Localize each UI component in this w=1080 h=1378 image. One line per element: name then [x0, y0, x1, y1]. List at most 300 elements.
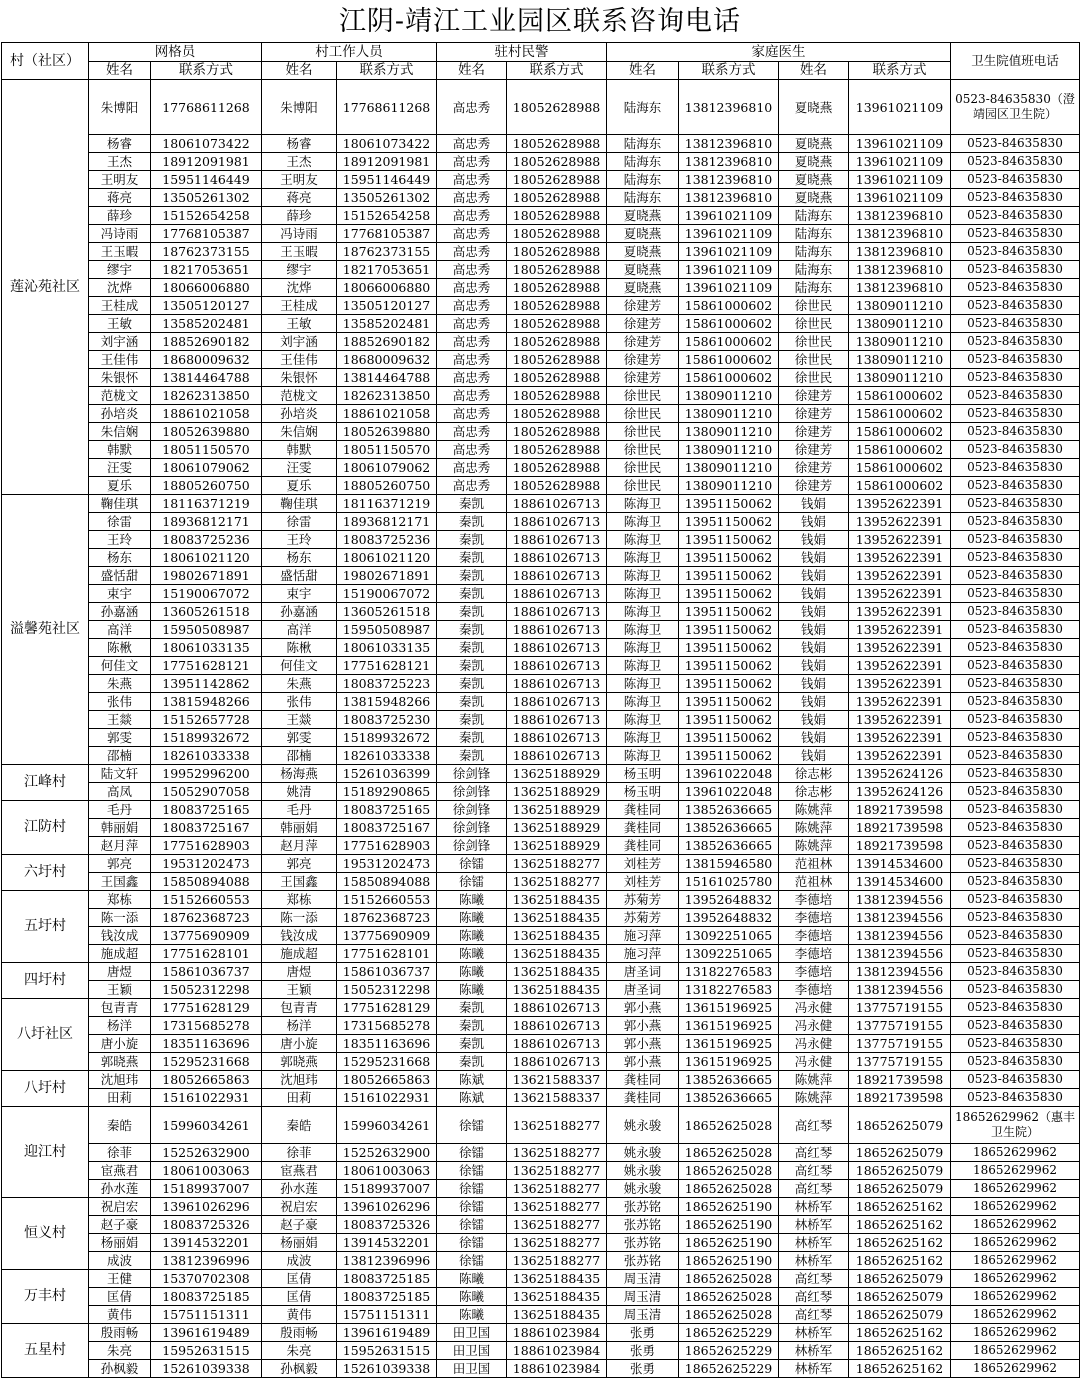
doctor2-phone-cell: 13775719155	[849, 1053, 951, 1071]
grid-phone-cell: 17768611268	[151, 80, 262, 135]
police-phone-cell: 18052628988	[507, 80, 607, 135]
doctor1-name-cell: 陈海卫	[607, 585, 679, 603]
worker-name-cell: 韩丽娟	[262, 819, 337, 837]
police-phone-cell: 18052628988	[507, 459, 607, 477]
table-row	[2, 1360, 1080, 1378]
grid-phone-cell: 18052639880	[151, 423, 262, 441]
police-name-cell: 高忠秀	[437, 207, 507, 225]
worker-phone-cell: 13605261518	[337, 603, 437, 621]
worker-name-cell: 夏乐	[262, 477, 337, 495]
hospital-phone-cell: 0523-84635830	[951, 261, 1080, 279]
table-row	[2, 225, 1080, 243]
grid-phone-cell: 19952996200	[151, 765, 262, 783]
table-row	[2, 513, 1080, 531]
worker-phone-cell: 15190067072	[337, 585, 437, 603]
police-name-cell: 陈曦	[437, 891, 507, 909]
doctor1-phone-cell: 13951150062	[679, 513, 779, 531]
worker-phone-cell: 18083725223	[337, 675, 437, 693]
doctor2-name-cell: 范祖林	[779, 855, 849, 873]
doctor1-phone-cell: 15861000602	[679, 333, 779, 351]
grid-phone-cell: 13505120127	[151, 297, 262, 315]
police-phone-cell: 18052628988	[507, 333, 607, 351]
worker-name-cell: 汪雯	[262, 459, 337, 477]
worker-phone-cell: 18051150570	[337, 441, 437, 459]
doctor1-phone-cell: 18652625028	[679, 1107, 779, 1144]
hospital-phone-cell: 0523-84635830	[951, 243, 1080, 261]
worker-phone-cell: 15952631515	[337, 1342, 437, 1360]
community-cell: 八圩社区	[2, 999, 89, 1071]
police-phone-cell: 18052628988	[507, 387, 607, 405]
worker-phone-cell: 13812396996	[337, 1252, 437, 1270]
worker-phone-cell: 19802671891	[337, 567, 437, 585]
police-name-cell: 高忠秀	[437, 153, 507, 171]
worker-name-cell: 鞠佳琪	[262, 495, 337, 513]
police-name-cell: 秦凯	[437, 531, 507, 549]
doctor2-name-cell: 陈姚萍	[779, 1089, 849, 1107]
hospital-phone-cell: 0523-84635830	[951, 459, 1080, 477]
police-phone-cell: 18052628988	[507, 477, 607, 495]
worker-name-cell: 朱信娴	[262, 423, 337, 441]
grid-phone-cell: 18262313850	[151, 387, 262, 405]
worker-name-cell: 王敏	[262, 315, 337, 333]
doctor1-phone-cell: 15861000602	[679, 369, 779, 387]
doctor2-phone-cell: 18652625079	[849, 1162, 951, 1180]
name-header: 姓名	[607, 61, 679, 80]
police-phone-cell: 18052628988	[507, 297, 607, 315]
doctor2-name-cell: 陆海东	[779, 207, 849, 225]
hospital-header: 卫生院值班电话	[951, 43, 1080, 80]
doctor1-phone-cell: 13615196925	[679, 1035, 779, 1053]
police-phone-cell: 18861026713	[507, 693, 607, 711]
doctor1-phone-cell: 18652625028	[679, 1270, 779, 1288]
table-body	[2, 80, 1080, 1378]
doctor2-phone-cell: 13952622391	[849, 567, 951, 585]
doctor1-phone-cell: 13809011210	[679, 441, 779, 459]
worker-phone-cell: 18912091981	[337, 153, 437, 171]
table-row	[2, 1053, 1080, 1071]
name-header: 姓名	[89, 61, 151, 80]
doctor1-phone-cell: 15861000602	[679, 297, 779, 315]
hospital-phone-cell: 0523-84635830	[951, 387, 1080, 405]
doctor1-name-cell: 夏晓燕	[607, 261, 679, 279]
grid-name-cell: 朱信娴	[89, 423, 151, 441]
hospital-phone-cell: 0523-84635830	[951, 351, 1080, 369]
doctor1-phone-cell: 13182276583	[679, 981, 779, 999]
grid-name-cell: 宦燕君	[89, 1162, 151, 1180]
worker-name-cell: 王玉暇	[262, 243, 337, 261]
grid-phone-cell: 18762373155	[151, 243, 262, 261]
grid-phone-cell: 18083725165	[151, 801, 262, 819]
doctor2-phone-cell: 13809011210	[849, 351, 951, 369]
doctor1-phone-cell: 18652625190	[679, 1234, 779, 1252]
worker-name-cell: 施成超	[262, 945, 337, 963]
worker-phone-cell: 18083725236	[337, 531, 437, 549]
doctor2-name-cell: 冯永健	[779, 1017, 849, 1035]
police-name-cell: 高忠秀	[437, 135, 507, 153]
worker-phone-cell: 18083725326	[337, 1216, 437, 1234]
police-name-cell: 徐镭	[437, 1216, 507, 1234]
doctor1-phone-cell: 13182276583	[679, 963, 779, 981]
hospital-phone-cell: 0523-84635830	[951, 729, 1080, 747]
police-name-cell: 秦凯	[437, 585, 507, 603]
doctor2-phone-cell: 13952624126	[849, 765, 951, 783]
worker-name-cell: 郭雯	[262, 729, 337, 747]
table-row	[2, 1035, 1080, 1053]
worker-name-cell: 杨东	[262, 549, 337, 567]
doctor1-name-cell: 周玉清	[607, 1306, 679, 1324]
doctor1-phone-cell: 18652625028	[679, 1306, 779, 1324]
worker-name-cell: 钱汝成	[262, 927, 337, 945]
hospital-phone-cell: 0523-84635830	[951, 981, 1080, 999]
doctor1-phone-cell: 13852636665	[679, 837, 779, 855]
contact-header: 联系方式	[507, 61, 607, 80]
doctor1-phone-cell: 15861000602	[679, 351, 779, 369]
worker-name-cell: 徐菲	[262, 1144, 337, 1162]
police-phone-cell: 13625188929	[507, 783, 607, 801]
police-name-cell: 高忠秀	[437, 477, 507, 495]
grid-name-cell: 王玲	[89, 531, 151, 549]
table-row	[2, 675, 1080, 693]
police-name-cell: 徐剑锋	[437, 765, 507, 783]
police-name-cell: 高忠秀	[437, 405, 507, 423]
doctor1-phone-cell: 13809011210	[679, 477, 779, 495]
community-cell: 万丰村	[2, 1270, 89, 1324]
police-name-cell: 高忠秀	[437, 261, 507, 279]
grid-name-cell: 孙培炎	[89, 405, 151, 423]
grid-name-cell: 张伟	[89, 693, 151, 711]
worker-phone-cell: 17768105387	[337, 225, 437, 243]
worker-phone-cell: 15189937007	[337, 1180, 437, 1198]
worker-phone-cell: 17751628121	[337, 657, 437, 675]
community-cell: 五星村	[2, 1324, 89, 1378]
table-row	[2, 333, 1080, 351]
grid-phone-cell: 15190067072	[151, 585, 262, 603]
grid-name-cell: 郑栋	[89, 891, 151, 909]
community-cell: 迎江村	[2, 1107, 89, 1198]
doctor1-name-cell: 夏晓燕	[607, 243, 679, 261]
police-phone-cell: 18052628988	[507, 423, 607, 441]
grid-name-cell: 田莉	[89, 1089, 151, 1107]
grid-name-cell: 陆文轩	[89, 765, 151, 783]
police-name-cell: 徐镭	[437, 1234, 507, 1252]
police-name-cell: 高忠秀	[437, 459, 507, 477]
worker-phone-cell: 18351163696	[337, 1035, 437, 1053]
hospital-phone-cell: 0523-84635830	[951, 747, 1080, 765]
table-row	[2, 1144, 1080, 1162]
grid-name-cell: 毛丹	[89, 801, 151, 819]
doctor2-phone-cell: 15861000602	[849, 405, 951, 423]
hospital-phone-cell: 0523-84635830	[951, 549, 1080, 567]
table-row	[2, 279, 1080, 297]
doctor1-phone-cell: 13812396810	[679, 171, 779, 189]
police-name-cell: 秦凯	[437, 729, 507, 747]
table-row	[2, 207, 1080, 225]
grid-name-cell: 殷雨畅	[89, 1324, 151, 1342]
doctor1-phone-cell: 13951150062	[679, 657, 779, 675]
doctor2-phone-cell: 18652625079	[849, 1288, 951, 1306]
table-row	[2, 1017, 1080, 1035]
doctor1-phone-cell: 13961021109	[679, 243, 779, 261]
hospital-phone-cell: 0523-84635830	[951, 783, 1080, 801]
table-row	[2, 1288, 1080, 1306]
doctor2-phone-cell: 18652625162	[849, 1234, 951, 1252]
grid-phone-cell: 18351163696	[151, 1035, 262, 1053]
doctor2-phone-cell: 13809011210	[849, 315, 951, 333]
grid-name-cell: 范栊文	[89, 387, 151, 405]
grid-name-cell: 杨丽娟	[89, 1234, 151, 1252]
grid-name-cell: 郭亮	[89, 855, 151, 873]
police-phone-cell: 18052628988	[507, 261, 607, 279]
grid-name-cell: 刘宇涵	[89, 333, 151, 351]
doctor2-name-cell: 陆海东	[779, 225, 849, 243]
worker-phone-cell: 15052312298	[337, 981, 437, 999]
grid-phone-cell: 15996034261	[151, 1107, 262, 1144]
doctor2-name-cell: 林桥军	[779, 1252, 849, 1270]
grid-phone-cell: 18083725167	[151, 819, 262, 837]
hospital-phone-cell: 0523-84635830	[951, 405, 1080, 423]
police-name-cell: 徐剑锋	[437, 837, 507, 855]
grid-phone-cell: 18066006880	[151, 279, 262, 297]
grid-name-cell: 王佳伟	[89, 351, 151, 369]
doctor2-name-cell: 钱娟	[779, 693, 849, 711]
worker-phone-cell: 18861021058	[337, 405, 437, 423]
doctor1-name-cell: 苏菊芳	[607, 891, 679, 909]
police-phone-cell: 13625188435	[507, 981, 607, 999]
grid-phone-cell: 18912091981	[151, 153, 262, 171]
doctor1-name-cell: 唐圣词	[607, 981, 679, 999]
doctor1-phone-cell: 13615196925	[679, 1053, 779, 1071]
grid-phone-cell: 18061073422	[151, 135, 262, 153]
police-phone-cell: 18861026713	[507, 495, 607, 513]
doctor2-name-cell: 徐建芳	[779, 405, 849, 423]
grid-name-cell: 朱银怀	[89, 369, 151, 387]
doctor1-phone-cell: 13809011210	[679, 459, 779, 477]
doctor2-name-cell: 钱娟	[779, 513, 849, 531]
doctor2-phone-cell: 18652625162	[849, 1216, 951, 1234]
worker-phone-cell: 15861036737	[337, 963, 437, 981]
hospital-phone-cell: 0523-84635830	[951, 873, 1080, 891]
police-phone-cell: 18052628988	[507, 135, 607, 153]
doctor2-phone-cell: 13952622391	[849, 639, 951, 657]
police-name-cell: 陈曦	[437, 963, 507, 981]
worker-name-cell: 王明友	[262, 171, 337, 189]
worker-phone-cell: 15161022931	[337, 1089, 437, 1107]
worker-name-cell: 朱亮	[262, 1342, 337, 1360]
hospital-phone-cell: 0523-84635830	[951, 333, 1080, 351]
table-row	[2, 1107, 1080, 1144]
hospital-phone-cell: 0523-84635830	[951, 945, 1080, 963]
grid-name-cell: 高洋	[89, 621, 151, 639]
doctor2-name-cell: 陈姚萍	[779, 801, 849, 819]
doctor2-phone-cell: 13812394556	[849, 927, 951, 945]
grid-name-cell: 徐雷	[89, 513, 151, 531]
grid-phone-cell: 15950508987	[151, 621, 262, 639]
police-phone-cell: 13625188277	[507, 1107, 607, 1144]
police-phone-cell: 18052628988	[507, 441, 607, 459]
hospital-phone-cell: 18652629962	[951, 1288, 1080, 1306]
grid-phone-cell: 15052312298	[151, 981, 262, 999]
police-phone-cell: 18861026713	[507, 621, 607, 639]
doctor2-name-cell: 徐志彬	[779, 783, 849, 801]
doctor1-phone-cell: 13092251065	[679, 927, 779, 945]
hospital-phone-cell: 0523-84635830	[951, 1035, 1080, 1053]
grid-phone-cell: 13961026296	[151, 1198, 262, 1216]
police-phone-cell: 13625188929	[507, 765, 607, 783]
worker-phone-cell: 17751628101	[337, 945, 437, 963]
police-phone-cell: 18861023984	[507, 1342, 607, 1360]
doctor2-phone-cell: 18652625079	[849, 1270, 951, 1288]
doctor2-name-cell: 徐世民	[779, 351, 849, 369]
grid-name-cell: 朱燕	[89, 675, 151, 693]
doctor2-name-cell: 钱娟	[779, 621, 849, 639]
doctor2-name-cell: 陆海东	[779, 279, 849, 297]
hospital-phone-cell: 18652629962	[951, 1306, 1080, 1324]
table-row	[2, 351, 1080, 369]
hospital-phone-cell: 0523-84635830	[951, 999, 1080, 1017]
worker-name-cell: 王玲	[262, 531, 337, 549]
grid-name-cell: 冯诗雨	[89, 225, 151, 243]
worker-name-cell: 盛恬甜	[262, 567, 337, 585]
doctor1-name-cell: 杨玉明	[607, 765, 679, 783]
grid-phone-cell: 19802671891	[151, 567, 262, 585]
worker-phone-cell: 18261033338	[337, 747, 437, 765]
grid-phone-cell: 18861021058	[151, 405, 262, 423]
worker-phone-cell: 15261036399	[337, 765, 437, 783]
doctor2-phone-cell: 13812394556	[849, 909, 951, 927]
police-name-cell: 徐镭	[437, 1198, 507, 1216]
doctor2-name-cell: 钱娟	[779, 711, 849, 729]
doctor2-phone-cell: 13961021109	[849, 80, 951, 135]
grid-phone-cell: 15161022931	[151, 1089, 262, 1107]
grid-phone-cell: 15189932672	[151, 729, 262, 747]
doctor1-name-cell: 龚桂同	[607, 1071, 679, 1089]
police-name-cell: 秦凯	[437, 1053, 507, 1071]
community-cell: 江峰村	[2, 765, 89, 801]
doctor2-name-cell: 夏晓燕	[779, 80, 849, 135]
police-phone-cell: 13625188435	[507, 963, 607, 981]
grid-phone-cell: 18852690182	[151, 333, 262, 351]
doctor2-name-cell: 冯永健	[779, 1053, 849, 1071]
table-row	[2, 639, 1080, 657]
doctor1-phone-cell: 18652625028	[679, 1144, 779, 1162]
doctor1-name-cell: 刘桂芳	[607, 855, 679, 873]
doctor1-name-cell: 郭小燕	[607, 1053, 679, 1071]
table-row	[2, 567, 1080, 585]
worker-phone-cell: 17751628129	[337, 999, 437, 1017]
grid-name-cell: 王燚	[89, 711, 151, 729]
doctor2-phone-cell: 13775719155	[849, 1017, 951, 1035]
doctor2-name-cell: 林桥军	[779, 1234, 849, 1252]
worker-name-cell: 韩默	[262, 441, 337, 459]
worker-name-cell: 杨睿	[262, 135, 337, 153]
worker-phone-cell: 13505120127	[337, 297, 437, 315]
table-row	[2, 441, 1080, 459]
doctor1-name-cell: 龚桂同	[607, 837, 679, 855]
grid-phone-cell: 18083725185	[151, 1288, 262, 1306]
worker-phone-cell: 13585202481	[337, 315, 437, 333]
doctor2-name-cell: 李德培	[779, 927, 849, 945]
worker-phone-cell: 18083725165	[337, 801, 437, 819]
worker-name-cell: 唐煜	[262, 963, 337, 981]
doctor2-phone-cell: 13952622391	[849, 513, 951, 531]
hospital-phone-cell: 0523-84635830	[951, 621, 1080, 639]
worker-name-cell: 陈楸	[262, 639, 337, 657]
grid-phone-cell: 13505261302	[151, 189, 262, 207]
police-name-cell: 徐镭	[437, 1180, 507, 1198]
doctor1-name-cell: 陈海卫	[607, 549, 679, 567]
worker-name-cell: 朱银怀	[262, 369, 337, 387]
name-header: 姓名	[262, 61, 337, 80]
doctor2-phone-cell: 13775719155	[849, 999, 951, 1017]
worker-name-cell: 殷雨畅	[262, 1324, 337, 1342]
doctor2-name-cell: 林桥军	[779, 1198, 849, 1216]
grid-name-cell: 孙枫毅	[89, 1360, 151, 1378]
grid-phone-cell: 15252632900	[151, 1144, 262, 1162]
police-name-cell: 秦凯	[437, 1035, 507, 1053]
community-cell: 溢馨苑社区	[2, 495, 89, 765]
grid-name-cell: 陈一添	[89, 909, 151, 927]
table-row	[2, 945, 1080, 963]
doctor1-name-cell: 陈海卫	[607, 567, 679, 585]
doctor1-phone-cell: 13961021109	[679, 261, 779, 279]
table-row	[2, 603, 1080, 621]
worker-name-cell: 祝启宏	[262, 1198, 337, 1216]
hospital-phone-cell: 0523-84635830	[951, 171, 1080, 189]
table-row	[2, 657, 1080, 675]
grid-phone-cell: 18680009632	[151, 351, 262, 369]
police-phone-cell: 18861026713	[507, 657, 607, 675]
police-phone-cell: 13625188277	[507, 873, 607, 891]
doctor2-name-cell: 徐世民	[779, 315, 849, 333]
doctor2-name-cell: 陈姚萍	[779, 1071, 849, 1089]
doctor1-phone-cell: 18652625229	[679, 1342, 779, 1360]
police-phone-cell: 18861023984	[507, 1324, 607, 1342]
worker-name-cell: 秦皓	[262, 1107, 337, 1144]
doctor2-name-cell: 林桥军	[779, 1216, 849, 1234]
worker-name-cell: 朱博阳	[262, 80, 337, 135]
grid-name-cell: 束宇	[89, 585, 151, 603]
grid-phone-cell: 18052665863	[151, 1071, 262, 1089]
table-row	[2, 387, 1080, 405]
doctor2-phone-cell: 18652625162	[849, 1252, 951, 1270]
doctor1-name-cell: 张苏铭	[607, 1198, 679, 1216]
hospital-phone-cell: 0523-84635830	[951, 1089, 1080, 1107]
doctor2-phone-cell: 13812396810	[849, 225, 951, 243]
doctor1-name-cell: 徐建芳	[607, 315, 679, 333]
doctor2-name-cell: 高红琴	[779, 1306, 849, 1324]
hospital-phone-cell: 0523-84635830	[951, 279, 1080, 297]
doctor1-phone-cell: 13961022048	[679, 765, 779, 783]
police-name-cell: 秦凯	[437, 495, 507, 513]
police-name-cell: 陈斌	[437, 1071, 507, 1089]
worker-phone-cell: 15295231668	[337, 1053, 437, 1071]
doctor2-phone-cell: 18652625162	[849, 1324, 951, 1342]
doctor2-phone-cell: 18921739598	[849, 837, 951, 855]
hospital-phone-cell: 0523-84635830	[951, 927, 1080, 945]
worker-name-cell: 包青青	[262, 999, 337, 1017]
grid-phone-cell: 18061003063	[151, 1162, 262, 1180]
doctor2-name-cell: 高红琴	[779, 1270, 849, 1288]
worker-phone-cell: 18805260750	[337, 477, 437, 495]
worker-phone-cell: 15996034261	[337, 1107, 437, 1144]
police-phone-cell: 18861026713	[507, 585, 607, 603]
doctor1-phone-cell: 13615196925	[679, 999, 779, 1017]
doctor1-phone-cell: 13812396810	[679, 135, 779, 153]
police-name-cell: 高忠秀	[437, 441, 507, 459]
grid-phone-cell: 15189937007	[151, 1180, 262, 1198]
grid-name-cell: 唐小旋	[89, 1035, 151, 1053]
table-row	[2, 999, 1080, 1017]
